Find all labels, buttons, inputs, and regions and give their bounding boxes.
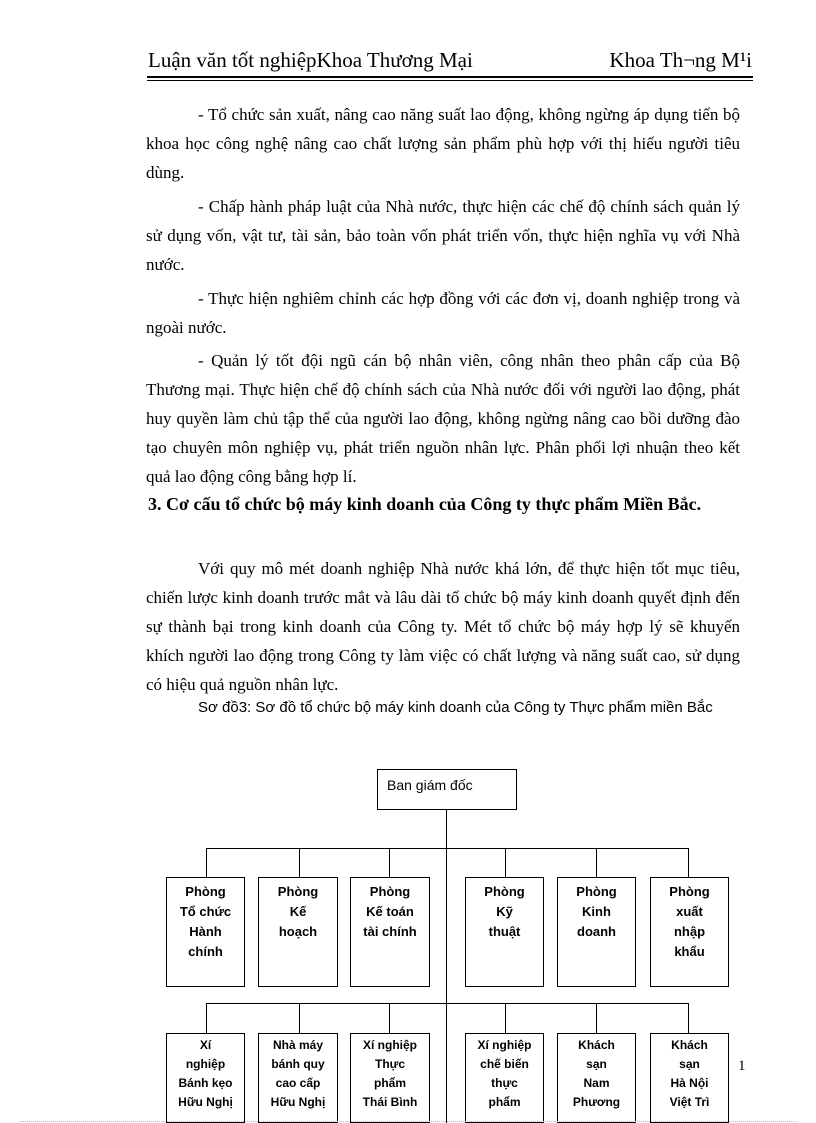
org-box-dept-accounting: Phòng Kế toán tài chính — [350, 877, 430, 987]
org-box-unit-thai-binh-food: Xí nghiệp Thực phẩm Thái Bình — [350, 1033, 430, 1123]
connector — [299, 1003, 300, 1033]
paragraph-1: - Tổ chức sản xuất, nâng cao năng suất lao động, không ngừng áp dụng tiến bộ khoa học công nghệ nâng cao chất lượng sản phẩm phù hợp với thị hiếu người tiêu dùng. — [146, 105, 740, 182]
section-paragraph: Với quy mô mét doanh nghiệp Nhà nước khá lớn, để thực hiện tốt mục tiêu, chiến lược kinh doanh trước mắt và lâu dài tổ chức bộ máy kinh doanh quyết định đến sự thành bại trong kinh doanh của Công ty. Mét tổ chức bộ máy hợp lý sẽ khuyến khích người lao động trong Công ty làm việc có chất lượng và năng suất cao, sử dụng có hiệu quả nguồn nhân lực. — [146, 559, 740, 694]
page-number: 1 — [738, 1058, 746, 1074]
paragraph-3: - Thực hiện nghiêm chỉnh các hợp đồng với các đơn vị, doanh nghiệp trong và ngoài nước. — [146, 289, 740, 337]
connector — [688, 1003, 689, 1033]
paragraph-2: - Chấp hành pháp luật của Nhà nước, thực hiện các chế độ chính sách quản lý sử dụng vốn, vật tư, tài sản, bảo toàn vốn phát triển vốn, thực hiện nghĩa vụ với Nhà nước. — [146, 197, 740, 274]
header-rule-thick — [147, 76, 753, 78]
connector — [688, 848, 689, 877]
org-box-unit-nam-phuong-hotel: Khách sạn Nam Phương — [557, 1033, 636, 1123]
connector — [505, 848, 506, 877]
paragraph-4: - Quản lý tốt đội ngũ cán bộ nhân viên, công nhân theo phân cấp của Bộ Thương mại. Thực hiện chế độ chính sách của Nhà nước đối với người lao động, phát huy quyền làm chủ tập thể của người lao động, không ngừng nâng cao bồi dưỡng đào tạo chuyên môn nghiệp vụ, phát triển nguồn nhân lực. Phân phối lợi nhuận theo kết quả lao động công bằng hợp lí. — [146, 351, 740, 486]
connector — [596, 1003, 597, 1033]
trunk-line — [446, 810, 447, 1123]
unit-bus-line — [206, 1003, 689, 1004]
header-right-text: Khoa Th¬ng M¹i — [609, 48, 752, 72]
connector — [389, 1003, 390, 1033]
org-box-dept-planning: Phòng Kế hoạch — [258, 877, 338, 987]
diagram-caption: Sơ đồ3: Sơ đồ tổ chức bộ máy kinh doanh của Công ty Thực phẩm miền Bắc — [198, 699, 713, 716]
connector — [505, 1003, 506, 1033]
org-box-unit-food-processing: Xí nghiệp chế biến thực phẩm — [465, 1033, 544, 1123]
org-box-dept-import-export: Phòng xuất nhập khẩu — [650, 877, 729, 987]
department-bus-line — [206, 848, 689, 849]
page-header — [148, 48, 752, 76]
connector — [206, 1003, 207, 1033]
org-box-dept-business: Phòng Kinh doanh — [557, 877, 636, 987]
connector — [206, 848, 207, 877]
connector — [299, 848, 300, 877]
org-box-dept-admin: Phòng Tổ chức Hành chính — [166, 877, 245, 987]
header-left-text: Luận văn tốt nghiệpKhoa Thương Mại — [148, 48, 473, 72]
connector — [596, 848, 597, 877]
page-bottom-border — [20, 1121, 796, 1122]
header-rule-thin — [147, 80, 753, 81]
org-box-board: Ban giám đốc — [377, 769, 517, 810]
org-box-dept-technical: Phòng Kỹ thuật — [465, 877, 544, 987]
org-box-unit-viet-tri-hotel: Khách sạn Hà Nội Việt Trì — [650, 1033, 729, 1123]
section-heading: 3. Cơ cấu tổ chức bộ máy kinh doanh của Công ty thực phẩm Miền Bắc. — [148, 494, 702, 514]
org-box-unit-biscuit-factory: Nhà máy bánh quy cao cấp Hữu Nghị — [258, 1033, 338, 1123]
connector — [389, 848, 390, 877]
org-box-unit-huu-nghi-candy: Xí nghiệp Bánh kẹo Hữu Nghị — [166, 1033, 245, 1123]
